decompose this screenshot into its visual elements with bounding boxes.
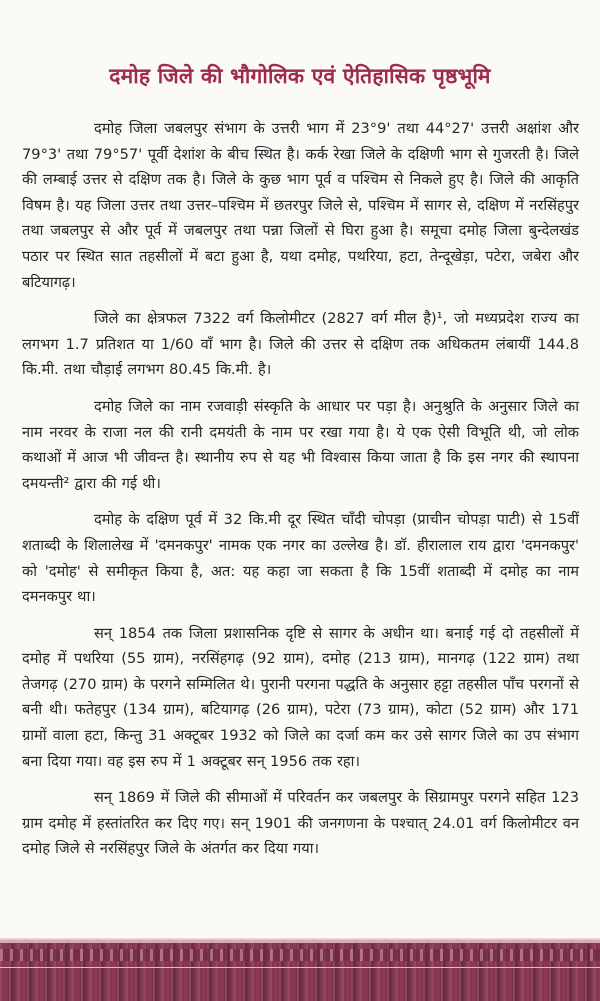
paragraph-geography: दमोह जिला जबलपुर संभाग के उत्तरी भाग में 23°9' तथा 44°27' उत्तरी अक्षांश और 79°3' तथा 79°57' पूर्वी देशांश के बीच स्थित है। कर्क रेखा जिले के दक्षिणी भाग से गुजरती है। जिले की लम्बाई उत्तर से दक्षिण तक है। जिले के कुछ भाग पूर्व व पश्चिम से निकले हुए है। जिले की आकृति विषम है। यह जिला उत्तर तथा उत्तर–पश्चिम में छतरपुर जिले से, पश्चिम में सागर से, दक्षिण में नरसिंहपुर तथा जबलपुर से और पूर्व में जबलपुर तथा पन्ना जिलों से घिरा हुआ है। समूचा दमोह जिला बुन्देलखंड पठार पर स्थित सात तहसीलों में बटा हुआ है, यथा दमोह, पथरिया, हटा, तेन्दूखेड़ा, पटेरा, जबेरा और बटियागढ़। (22, 120, 579, 291)
paragraph-name-origin: दमोह जिले का नाम रजवाड़ी संस्कृति के आधार पर पड़ा है। अनुश्रुति के अनुसार जिले का नाम नरवर के राजा नल की रानी दमयंती के नाम पर रखा गया है। ये एक ऐसी विभूति थी, जो लोक कथाओं में आज भी जीवन्त है। स्थानीय रुप से यह भी विश्वास किया जाता है कि इस नगर की स्थापना दमयन्ती² द्वारा की गई थी। (22, 397, 579, 492)
decorative-bottom-border (0, 940, 600, 1001)
paragraph-inscription: दमोह के दक्षिण पूर्व में 32 कि.मी दूर स्थित चाँदी चोपड़ा (प्राचीन चोपड़ा पाटी) से 15वीं शताब्दी के शिलालेख में 'दमनकपुर' नामक एक नगर का उल्लेख है। डॉ. हीरालाल राय द्वारा 'दमनकपुर' को 'दमोह' से समीकृत किया है, अत: यह कहा जा सकता है कि 15वीं शताब्दी में दमोह का नाम दमनकपुर था। (22, 511, 579, 606)
paragraph-boundary-changes: सन् 1869 में जिले की सीमाओं में परिवर्तन कर जबलपुर के सिग्रामपुर परगने सहित 123 ग्राम दमोह में हस्तांतरित कर दिए गए। सन् 1901 की जनगणना के पश्चात् 24.01 वर्ग किलोमीटर वन दमोह जिले से नरसिंहपुर जिले के अंतर्गत कर दिया गया। (22, 789, 579, 858)
paragraph-area: जिले का क्षेत्रफल 7322 वर्ग किलोमीटर (2827 वर्ग मील है)¹, जो मध्यप्रदेश राज्य का लगभग 1.7 प्रतिशत या 1/60 वाँ भाग है। जिले की उत्तर से दक्षिण तक अधिकतम लंबायीं 144.8 कि.मी. तथा चौड़ाई लगभग 80.45 कि.मी. है। (22, 310, 579, 379)
paragraph-administration: सन् 1854 तक जिला प्रशासनिक दृष्टि से सागर के अधीन था। बनाई गई दो तहसीलों में दमोह में पथरिया (55 ग्राम), नरसिंहगढ़ (92 ग्राम), दमोह (213 ग्राम), मानगढ़ (122 ग्राम) तथा तेजगढ़ (270 ग्राम) के परगने सम्मिलित थे। पुरानी परगना पद्धति के अनुसार हट्टा तहसील पाँच परगनों से बनी थी। फतेहपुर (134 ग्राम), बटियागढ़ (26 ग्राम), पटेरा (73 ग्राम), कोटा (52 ग्राम) और 171 ग्रामों वाला हटा, किन्तु 31 अक्टूबर 1932 को जिले का दर्जा कम कर उसे सागर जिले का उप संभाग बना दिया गया। वह इस रुप में 1 अक्टूबर सन् 1956 तक रहा। (22, 624, 579, 770)
body-text (22, 116, 579, 873)
page-title: दमोह जिले की भौगोलिक एवं ऐतिहासिक पृष्ठभूमि (109, 64, 491, 88)
